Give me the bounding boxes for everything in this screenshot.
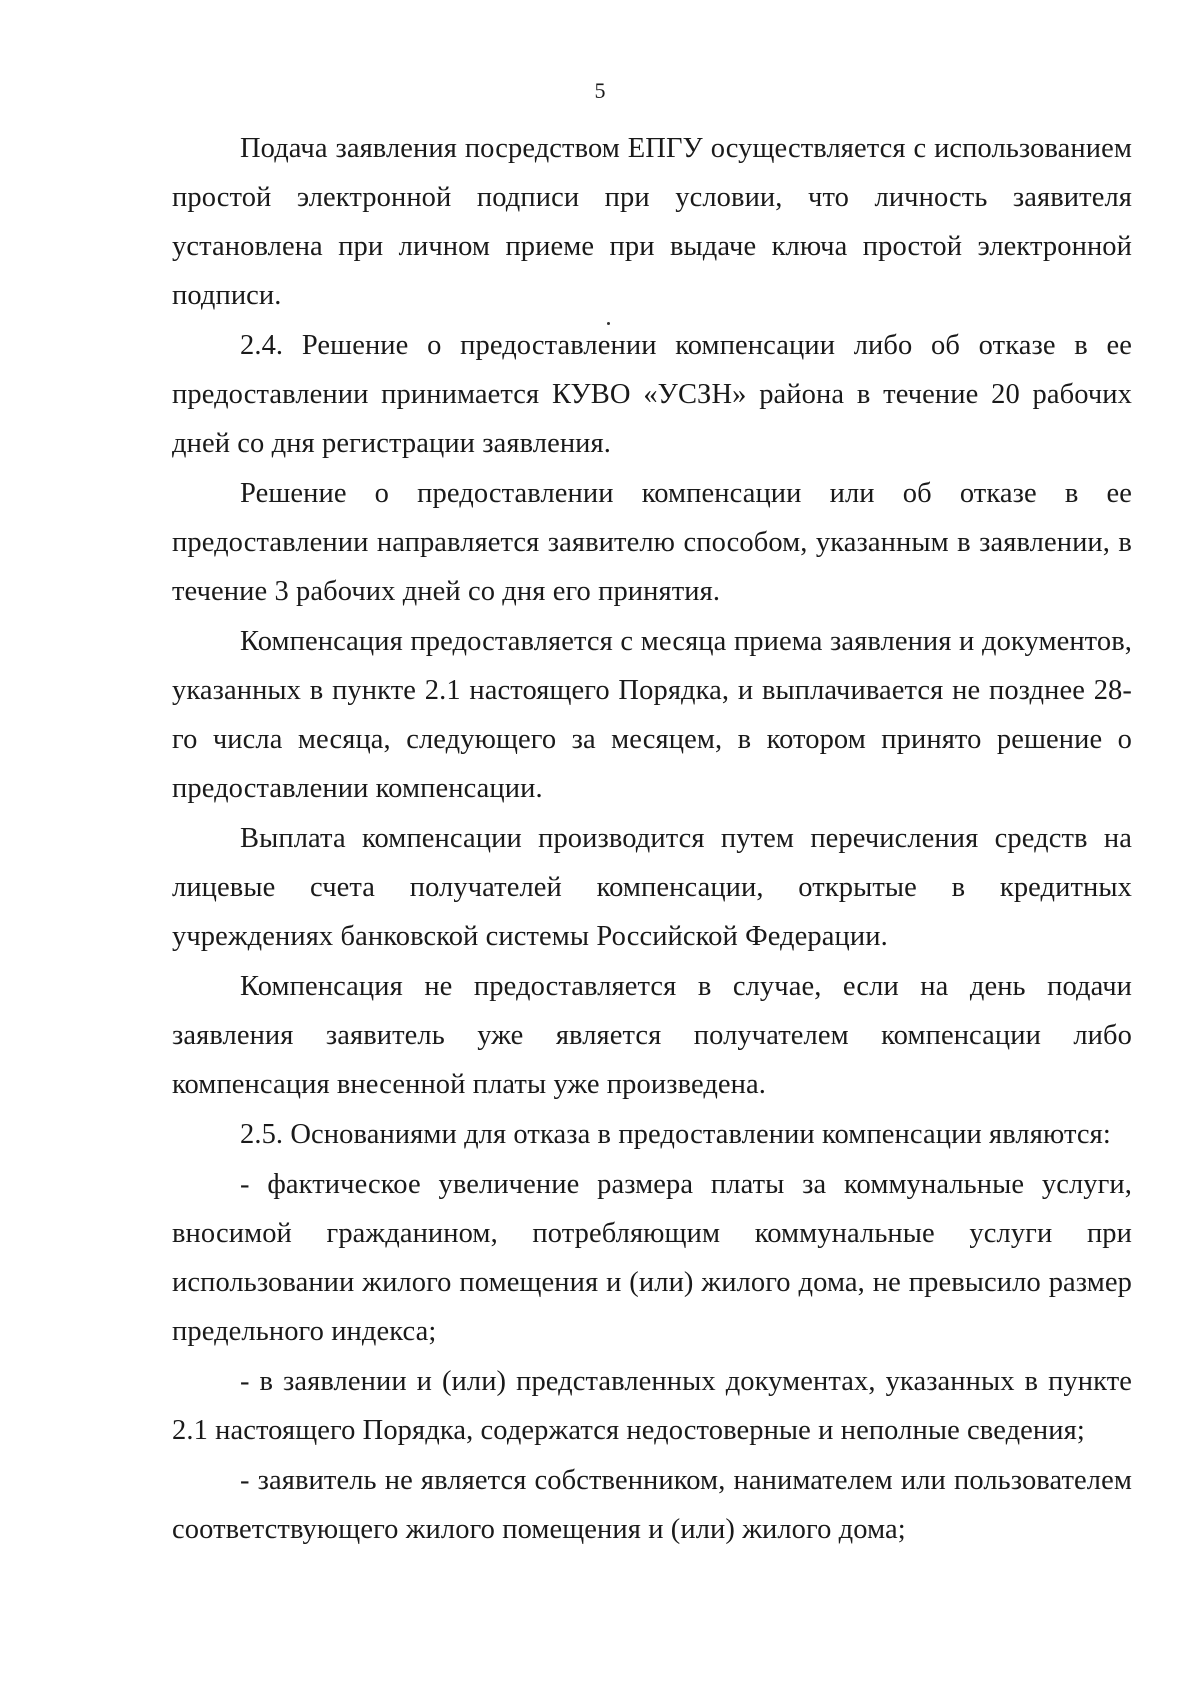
paragraph-payment-method: Выплата компенсации производится путем перечисления средств на лицевые счета получателей компенсации, открытые в кредитных учреждениях банковской системы Российской Федерации.: [172, 823, 1132, 952]
paragraph-no-compensation-case: Компенсация не предоставляется в случае, если на день подачи заявления заявитель уже является получателем компенсации либо компенсация внесенной платы уже произведена.: [172, 971, 1132, 1100]
page-number: 5: [594, 78, 606, 103]
paragraph-2-5-refusal-grounds: 2.5. Основаниями для отказа в предоставлении компенсации являются:: [240, 1119, 1111, 1150]
paragraph-2-4-decision: 2.4. Решение о предоставлении компенсации либо об отказе в ее предоставлении принимается КУВО «УСЗН» района в течение 20 рабочих дней со дня регистрации заявления.: [172, 330, 1132, 459]
list-item-false-information: - в заявлении и (или) представленных документах, указанных в пункте 2.1 настоящего Порядка, содержатся недостоверные и неполные сведения;: [172, 1366, 1132, 1446]
paragraph-epgu-submission: Подача заявления посредством ЕПГУ осуществляется с использованием простой электронной подписи при условии, что личность заявителя установлена при личном приеме при выдаче ключа простой электронной подписи.: [172, 133, 1132, 311]
list-item-payment-increase: - фактическое увеличение размера платы за коммунальные услуги, вносимой гражданином, потребляющим коммунальные услуги при использовании жилого помещения и (или) жилого дома, не превысило размер предельного индекса;: [172, 1169, 1132, 1347]
list-item-not-owner: - заявитель не является собственником, нанимателем или пользователем соответствующего жилого помещения и (или) жилого дома;: [172, 1465, 1132, 1545]
paragraph-compensation-start: Компенсация предоставляется с месяца приема заявления и документов, указанных в пункте 2.1 настоящего Порядка, и выплачивается не позднее 28-го числа месяца, следующего за месяцем, в котором принято решение о предоставлении компенсации.: [172, 626, 1132, 804]
document-body: [172, 124, 1132, 1555]
paragraph-decision-notification: Решение о предоставлении компенсации или об отказе в ее предоставлении направляется заявителю способом, указанным в заявлении, в течение 3 рабочих дней со дня его принятия.: [172, 478, 1132, 607]
